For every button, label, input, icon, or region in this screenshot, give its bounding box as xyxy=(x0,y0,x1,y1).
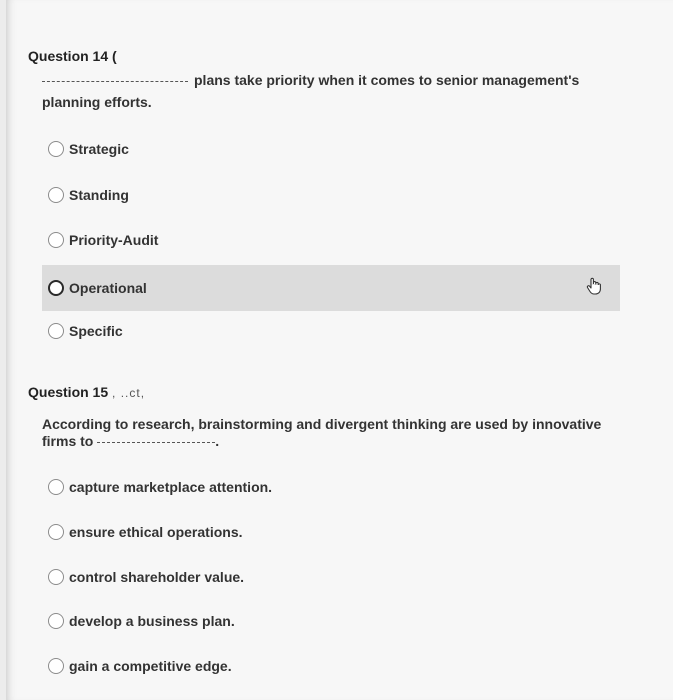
question-15-text xyxy=(42,416,662,450)
radio-button[interactable] xyxy=(48,232,64,248)
question-15-title xyxy=(28,384,145,400)
question-15-text-line2-suffix: . xyxy=(215,433,220,449)
radio-button[interactable] xyxy=(48,479,64,495)
option-label: Priority-Audit xyxy=(69,232,159,248)
question-14-blank xyxy=(42,80,188,82)
option-label: gain a competitive edge. xyxy=(69,658,232,674)
question-15-blank xyxy=(97,441,215,443)
q14-option-standing[interactable] xyxy=(44,173,129,217)
q14-option-operational[interactable] xyxy=(42,265,620,311)
option-label: Specific xyxy=(69,323,123,339)
radio-button[interactable] xyxy=(48,141,64,157)
q14-option-priority-audit[interactable] xyxy=(44,218,158,262)
question-14-text xyxy=(42,72,642,110)
option-label: ensure ethical operations. xyxy=(69,524,243,540)
option-label: develop a business plan. xyxy=(69,613,235,629)
q14-option-strategic[interactable] xyxy=(44,127,129,171)
option-label: control shareholder value. xyxy=(69,569,245,585)
question-15-title-text: Question 15 xyxy=(28,384,109,400)
q15-option-control-shareholder[interactable] xyxy=(44,555,244,599)
radio-button[interactable] xyxy=(48,187,64,203)
radio-button[interactable] xyxy=(48,280,64,296)
radio-button[interactable] xyxy=(48,524,64,540)
q14-option-specific[interactable] xyxy=(44,309,123,353)
option-label: Strategic xyxy=(69,141,129,157)
question-15-title-scribble: , ..ct, xyxy=(112,386,146,400)
radio-button[interactable] xyxy=(48,658,64,674)
q15-option-ensure-ethical[interactable] xyxy=(44,510,243,554)
option-label: Standing xyxy=(69,187,129,203)
question-14-text-line2: planning efforts. xyxy=(42,94,152,110)
question-15-text-line1: According to research, brainstorming and divergent thinking are used by innovative xyxy=(42,416,602,432)
q15-option-develop-business-plan[interactable] xyxy=(44,599,235,643)
q15-option-capture-marketplace[interactable] xyxy=(44,465,272,509)
question-14-title: Question 14 ( xyxy=(28,48,117,64)
hand-pointer-icon xyxy=(586,277,602,295)
radio-button[interactable] xyxy=(48,569,64,585)
question-14-text-line1: plans take priority when it comes to senior management's xyxy=(194,72,580,88)
question-15-text-line2-prefix: firms to xyxy=(42,433,94,449)
radio-button[interactable] xyxy=(48,613,64,629)
quiz-page xyxy=(6,0,673,700)
option-label: Operational xyxy=(69,280,147,296)
radio-button[interactable] xyxy=(48,323,64,339)
q15-option-gain-competitive-edge[interactable] xyxy=(44,644,232,688)
option-label: capture marketplace attention. xyxy=(69,479,273,495)
